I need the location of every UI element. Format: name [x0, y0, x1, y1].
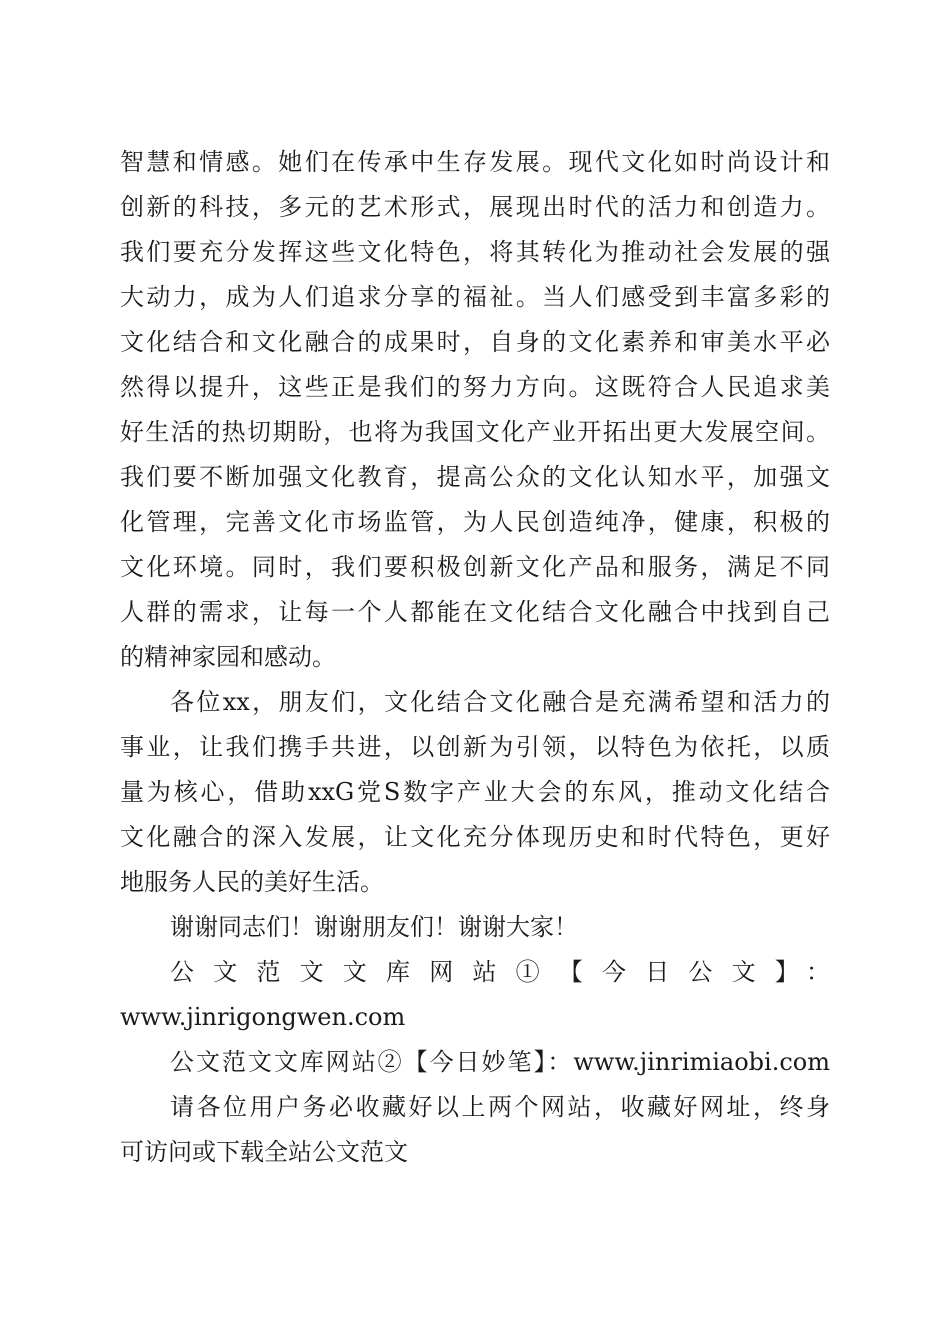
text-line: 好生活的热切期盼，也将为我国文化产业开拓出更大发展空间。	[120, 418, 830, 446]
text-line: 的精神家园和感动。	[120, 643, 336, 671]
text-line: 然得以提升，这些正是我们的努力方向。这既符合人民追求美	[120, 373, 830, 401]
text-line: 化管理，完善文化市场监管，为人民创造纯净，健康，积极的	[120, 508, 830, 536]
text-line: 文化环境。同时，我们要积极创新文化产品和服务，满足不同	[120, 553, 830, 581]
text-line: 大动力，成为人们追求分享的福祉。当人们感受到丰富多彩的	[120, 283, 830, 311]
text-line: 文化结合和文化融合的成果时，自身的文化素养和审美水平必	[120, 328, 830, 356]
notice-line: 可访问或下载全站公文范文	[120, 1138, 408, 1166]
website-1-label: 公文范文文库网站①【今日公文】：	[170, 958, 830, 986]
thanks-line: 谢谢同志们！谢谢朋友们！谢谢大家！	[170, 913, 578, 941]
text-line: 我们要充分发挥这些文化特色，将其转化为推动社会发展的强	[120, 238, 830, 266]
text-line: 人群的需求，让每一个人都能在文化结合文化融合中找到自己	[120, 598, 830, 626]
text-line: 事业，让我们携手共进，以创新为引领，以特色为依托，以质	[120, 733, 830, 761]
text-line: 地服务人民的美好生活。	[120, 868, 384, 896]
paragraph-first-line: 各位xx，朋友们，文化结合文化融合是充满希望和活力的	[170, 688, 830, 716]
text-line: 智慧和情感。她们在传承中生存发展。现代文化如时尚设计和	[120, 148, 830, 176]
text-line: 文化融合的深入发展，让文化充分体现历史和时代特色，更好	[120, 823, 830, 851]
notice-line: 请各位用户务必收藏好以上两个网站，收藏好网址，终身	[170, 1093, 830, 1121]
text-line: 我们要不断加强文化教育，提高公众的文化认知水平，加强文	[120, 463, 830, 491]
text-line: 创新的科技，多元的艺术形式，展现出时代的活力和创造力。	[120, 193, 830, 221]
text-line: 量为核心，借助xxG党S数字产业大会的东风，推动文化结合	[120, 778, 830, 806]
website-1-url: www.jinrigongwen.com	[120, 1003, 406, 1031]
website-2-line: 公文范文文库网站②【今日妙笔】：www.jinrimiaobi.com	[170, 1048, 830, 1076]
